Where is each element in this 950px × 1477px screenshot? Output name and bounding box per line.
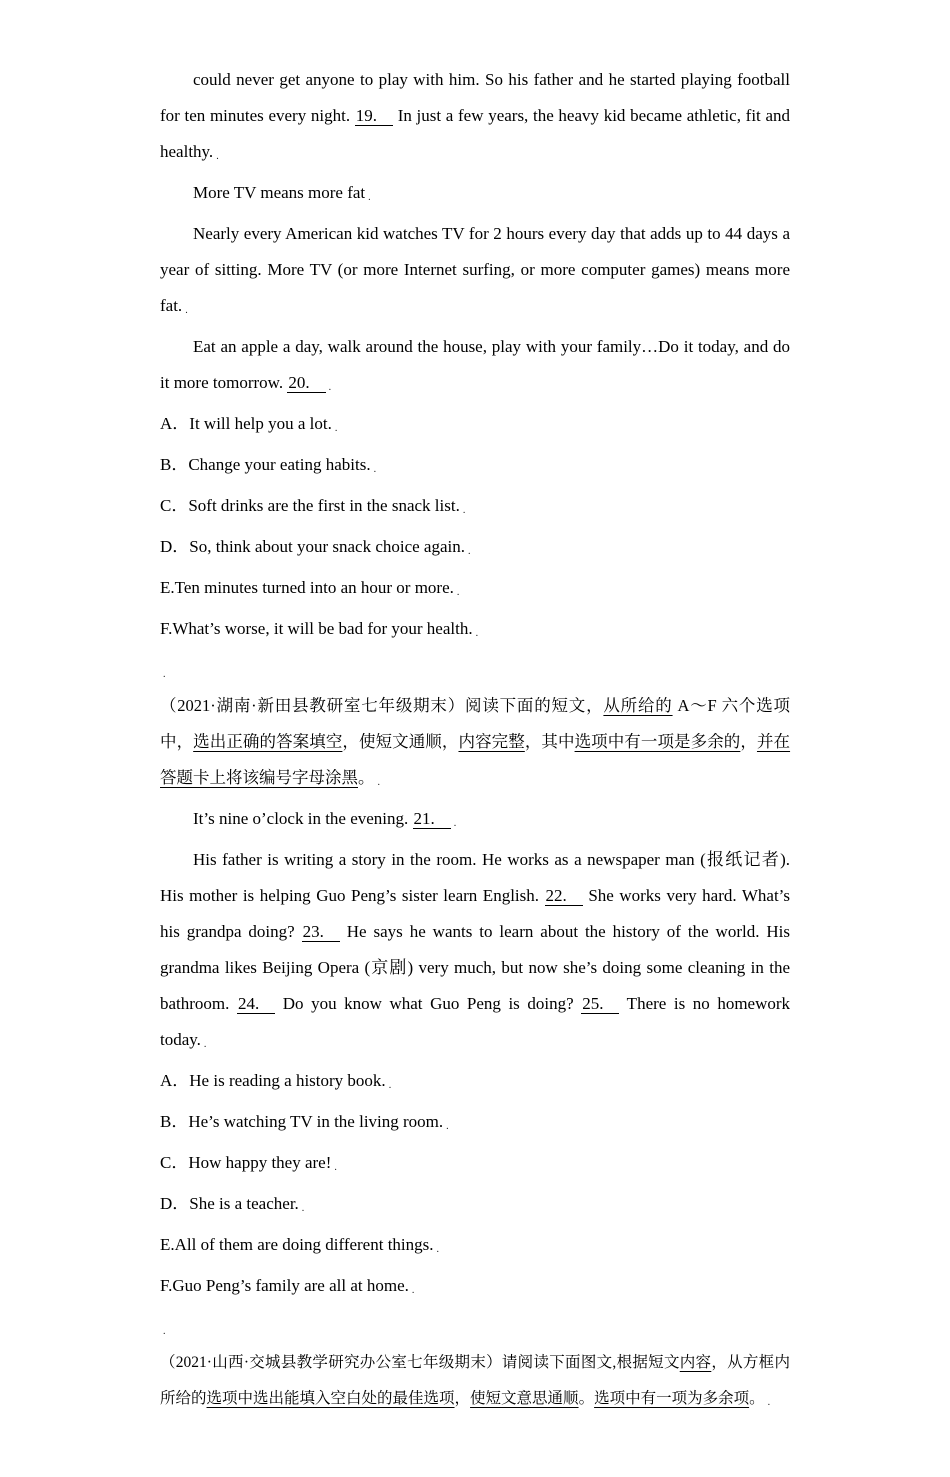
paragraph-mark: . xyxy=(377,777,380,788)
source-tag-shanxi xyxy=(160,1345,790,1421)
passage-text: Nearly every American kid watches TV for 2 hours every day that adds up to 44 days a year of sitting. More TV (or more Internet surfing, or more computer games) means more fat. xyxy=(160,224,790,315)
blank-24: 24. xyxy=(237,994,275,1014)
paragraph-mark: . xyxy=(163,1326,166,1337)
instruction-underlined: 内容 xyxy=(679,1354,712,1371)
passage-text: In just a few years, the heavy kid became athletic, fit and healthy. xyxy=(160,106,790,161)
option-a xyxy=(160,1063,790,1104)
instruction-text: （2021·湖南·新田县教研室七年级期末）阅读下面的短文， xyxy=(160,696,604,715)
passage-text: More TV means more fat xyxy=(193,183,366,202)
instruction-text: ，其中 xyxy=(524,732,575,751)
option-text: A．He is reading a history book. xyxy=(160,1071,386,1090)
instruction-underlined: 选出正确的答案填空 xyxy=(193,732,343,751)
option-text: F.What’s worse, it will be bad for your health. xyxy=(160,619,473,638)
option-f xyxy=(160,611,790,652)
paragraph-mark: . xyxy=(456,587,460,598)
option-d xyxy=(160,1186,790,1227)
paragraph-mark: . xyxy=(203,1039,207,1050)
passage-paragraph xyxy=(160,329,790,406)
option-b xyxy=(160,447,790,488)
option-text: B．He’s watching TV in the living room. xyxy=(160,1112,444,1131)
instruction-text: A～F 六个选项中， xyxy=(160,696,790,751)
option-c xyxy=(160,488,790,529)
passage-text: could never get anyone to play with him. So his father and he started playing football for ten minutes every night. xyxy=(160,70,790,125)
option-e xyxy=(160,570,790,611)
paragraph-mark: . xyxy=(462,505,466,516)
option-a xyxy=(160,406,790,447)
blank-21: 21. xyxy=(413,809,451,829)
instruction-text: ， xyxy=(740,732,757,751)
blank-line xyxy=(160,1309,790,1345)
option-e xyxy=(160,1227,790,1268)
instruction-text: ， xyxy=(454,1390,471,1407)
passage-text: There is no homework today. xyxy=(160,994,791,1049)
paragraph-mark: . xyxy=(453,818,457,829)
option-text: A．It will help you a lot. xyxy=(160,414,332,433)
paragraph-mark: . xyxy=(334,423,338,434)
passage-paragraph xyxy=(160,842,790,1063)
instruction-underlined: 选项中有一项是多余的 xyxy=(574,732,741,751)
instruction-text: 。 xyxy=(358,768,375,787)
option-d xyxy=(160,529,790,570)
paragraph-mark: . xyxy=(436,1244,440,1255)
paragraph-mark: . xyxy=(411,1285,415,1296)
blank-22: 22. xyxy=(545,886,583,906)
paragraph-mark: . xyxy=(301,1203,305,1214)
paragraph-mark: . xyxy=(185,305,188,316)
passage-paragraph xyxy=(160,801,790,842)
option-f xyxy=(160,1268,790,1309)
passage-text: It’s nine o’clock in the evening. xyxy=(193,809,413,828)
paragraph-mark: . xyxy=(368,192,371,203)
instruction-underlined: 选项中有一项为多余项 xyxy=(594,1390,750,1407)
paragraph-mark: . xyxy=(767,1397,771,1408)
paragraph-mark: . xyxy=(475,628,479,639)
passage-text: His father is writing a story in the room. He works as a newspaper man (报纸记者). His mother is helping Guo Peng’s sister learn English. xyxy=(160,850,790,905)
instruction-text: 。 xyxy=(578,1390,595,1407)
paragraph-mark: . xyxy=(388,1080,392,1091)
option-text: C．How happy they are! xyxy=(160,1153,332,1172)
option-text: E.All of them are doing different things. xyxy=(160,1235,434,1254)
instruction-underlined: 使短文意思通顺 xyxy=(470,1390,579,1407)
passage-text: She works very hard. What’s his grandpa doing? xyxy=(160,886,791,941)
option-text: C．Soft drinks are the first in the snack list. xyxy=(160,496,460,515)
passage-text: Do you know what Guo Peng is doing? xyxy=(275,994,582,1013)
instruction-text: ，从方框内所给的 xyxy=(160,1354,790,1407)
paragraph-mark: . xyxy=(446,1121,449,1132)
passage-paragraph xyxy=(160,62,790,175)
passage-text: He says he wants to learn about the history of the world. His grandma likes Beijing Opera (京剧) very much, but now she’s doing some cleaning in the bathroom. xyxy=(160,922,790,1013)
paragraph-mark: . xyxy=(328,382,332,393)
instruction-underlined: 并在答题卡上将该编号字母涂黑 xyxy=(160,732,791,787)
blank-line xyxy=(160,652,790,688)
passage-subheading xyxy=(160,175,790,216)
blank-23: 23. xyxy=(302,922,340,942)
instruction-underlined: 从所给的 xyxy=(603,696,673,715)
paragraph-mark: . xyxy=(163,669,166,680)
blank-19: 19. xyxy=(355,106,393,126)
option-text: B．Change your eating habits. xyxy=(160,455,371,474)
instruction-underlined: 内容完整 xyxy=(458,732,525,751)
paragraph-mark: . xyxy=(216,151,219,162)
source-tag-hunan xyxy=(160,688,790,801)
instruction-text: ，使短文通顺， xyxy=(342,732,459,751)
instruction-text: 。 xyxy=(749,1390,765,1407)
blank-25: 25. xyxy=(581,994,619,1014)
passage-paragraph xyxy=(160,216,790,329)
passage-text: Eat an apple a day, walk around the house, play with your family…Do it today, and do it more tomorrow. xyxy=(160,337,790,392)
paragraph-mark: . xyxy=(373,464,377,475)
option-text: F.Guo Peng’s family are all at home. xyxy=(160,1276,409,1295)
option-text: D．So, think about your snack choice again. xyxy=(160,537,465,556)
option-c xyxy=(160,1145,790,1186)
option-text: E.Ten minutes turned into an hour or more. xyxy=(160,578,454,597)
option-b xyxy=(160,1104,790,1145)
instruction-underlined: 选项中选出能填入空白处的最佳选项 xyxy=(206,1390,455,1407)
paragraph-mark: . xyxy=(468,546,471,557)
blank-20: 20. xyxy=(287,373,325,393)
instruction-text: （2021·山西·交城县教学研究办公室七年级期末）请阅读下面图文,根据短文 xyxy=(160,1354,680,1371)
paragraph-mark: . xyxy=(334,1162,337,1173)
option-text: D．She is a teacher. xyxy=(160,1194,299,1213)
